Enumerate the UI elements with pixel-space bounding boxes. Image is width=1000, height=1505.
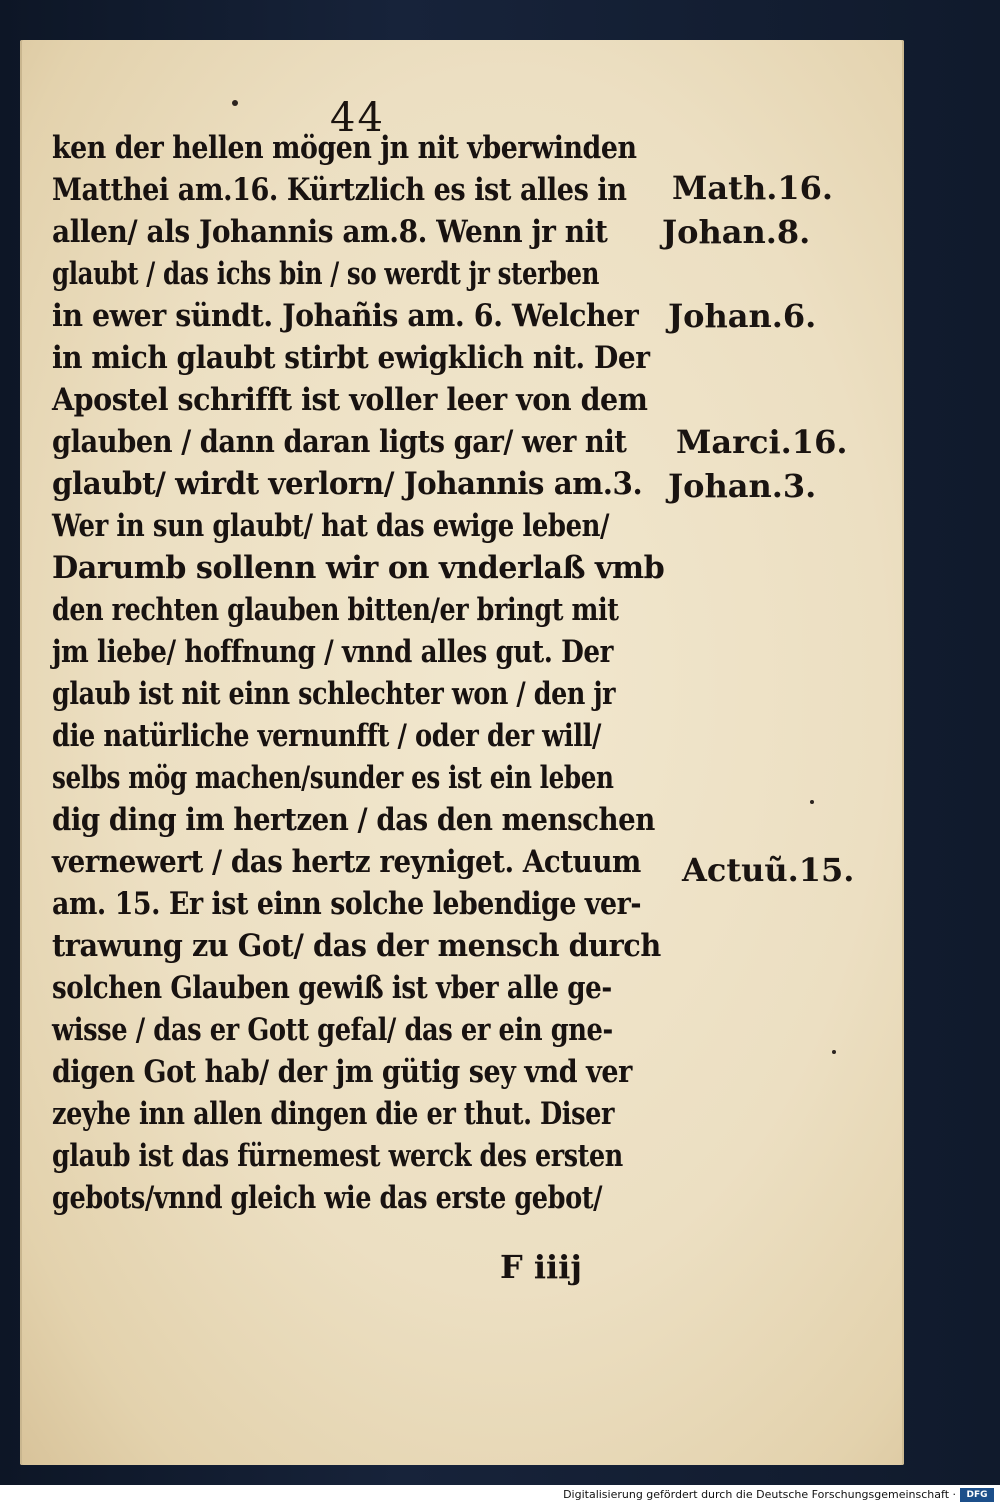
text-line: Darumb sollenn wir on vnderlaß vmb — [52, 550, 665, 586]
text-line: ken der hellen mögen jn nit vberwinden — [52, 130, 637, 166]
text-line: in ewer sündt. Johañis am. 6. Welcher — [52, 298, 639, 334]
margin-note: Johan.3. — [668, 467, 817, 505]
text-line: die natürliche vernunfft / oder der will/ — [52, 718, 601, 754]
text-line: glaubt/ wirdt verlorn/ Johannis am.3. — [52, 466, 643, 502]
margin-note: Marci.16. — [676, 423, 848, 461]
text-line: Apostel schrifft ist voller leer von dem — [52, 382, 648, 418]
text-line: am. 15. Er ist einn solche lebendige ver- — [52, 886, 642, 922]
margin-note: Johan.8. — [662, 213, 811, 251]
page-number: 44 — [330, 95, 385, 141]
text-line: zeyhe inn allen dingen die er thut. Diser — [52, 1096, 615, 1132]
text-line: jm liebe/ hoffnung / vnnd alles gut. Der — [52, 634, 614, 670]
text-line: dig ding im hertzen / das den menschen — [52, 802, 655, 838]
margin-note: Math.16. — [672, 169, 834, 207]
text-line: selbs mög machen/sunder es ist ein leben — [52, 760, 614, 796]
ink-speck — [232, 100, 238, 106]
dfg-logo: DFG — [960, 1488, 994, 1502]
text-line: solchen Glauben gewiß ist vber alle ge- — [52, 970, 612, 1006]
text-line: glaubt / das ichs bin / so werdt jr sterben — [52, 256, 599, 292]
text-line: den rechten glauben bitten/er bringt mit — [52, 592, 619, 628]
text-line: glaub ist das fürnemest werck des ersten — [52, 1138, 623, 1174]
text-line: Matthei am.16. Kürtzlich es ist alles in — [52, 172, 627, 208]
signature-mark: F iiij — [500, 1248, 582, 1286]
margin-note: Actuũ.15. — [682, 851, 855, 889]
text-line: allen/ als Johannis am.8. Wenn jr nit — [52, 214, 608, 250]
text-line: glauben / dann daran ligts gar/ wer nit — [52, 424, 627, 460]
text-line: digen Got hab/ der jm gütig sey vnd ver — [52, 1054, 632, 1090]
text-line: trawung zu Got/ das der mensch durch — [52, 928, 661, 964]
text-line: Wer in sun glaubt/ hat das ewige leben/ — [52, 508, 610, 544]
text-line: vernewert / das hertz reyniget. Actuum — [52, 844, 641, 880]
digitization-footer — [0, 1485, 1000, 1505]
footer-credit: Digitalisierung gefördert durch die Deutsche Forschungsgemeinschaft · — [563, 1488, 956, 1501]
text-line: glaub ist nit einn schlechter won / den jr — [52, 676, 616, 712]
margin-note: Johan.6. — [668, 297, 817, 335]
text-line: wisse / das er Gott gefal/ das er ein gne- — [52, 1012, 613, 1048]
text-line: in mich glaubt stirbt ewigklich nit. Der — [52, 340, 650, 376]
ink-speck — [810, 800, 814, 804]
text-line: gebots/vnnd gleich wie das erste gebot/ — [52, 1180, 603, 1216]
ink-speck — [832, 1050, 836, 1054]
